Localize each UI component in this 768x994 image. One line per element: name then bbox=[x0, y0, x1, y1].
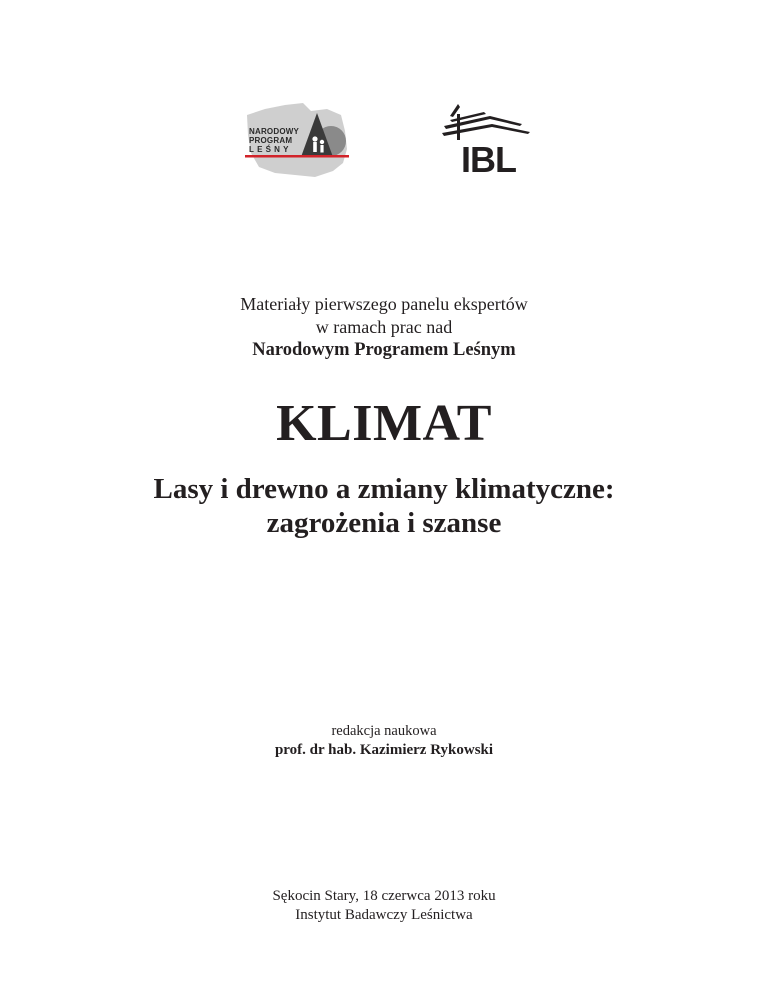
place-date: Sękocin Stary, 18 czerwca 2013 roku bbox=[272, 888, 496, 904]
ibl-logo-text: IBL bbox=[461, 139, 516, 180]
editor-role: redakcja naukowa bbox=[331, 723, 437, 739]
publisher: Instytut Badawczy Leśnictwa bbox=[295, 907, 473, 923]
document-title: KLIMAT bbox=[276, 395, 492, 452]
intro-line-3: Narodowym Programem Leśnym bbox=[252, 340, 516, 360]
npl-line-1: NARODOWY bbox=[249, 127, 300, 136]
npl-logo bbox=[245, 101, 351, 183]
editor-block bbox=[0, 722, 768, 760]
intro-line-1: Materiały pierwszego panelu ekspertów bbox=[240, 294, 528, 314]
imprint-block bbox=[0, 887, 768, 925]
ibl-logo bbox=[440, 102, 532, 178]
subtitle-line-2: zagrożenia i szanse bbox=[266, 507, 502, 539]
intro-block bbox=[0, 293, 768, 362]
npl-line-3: LEŚNY bbox=[249, 145, 292, 154]
intro-line-2: w ramach prac nad bbox=[315, 317, 453, 337]
subtitle-line-1: Lasy i drewno a zmiany klimatyczne: bbox=[153, 473, 615, 505]
editor-name: prof. dr hab. Kazimierz Rykowski bbox=[274, 742, 494, 758]
npl-line-2: PROGRAM bbox=[249, 136, 293, 145]
npl-logo-text bbox=[249, 127, 299, 154]
document-subtitle bbox=[0, 472, 768, 540]
